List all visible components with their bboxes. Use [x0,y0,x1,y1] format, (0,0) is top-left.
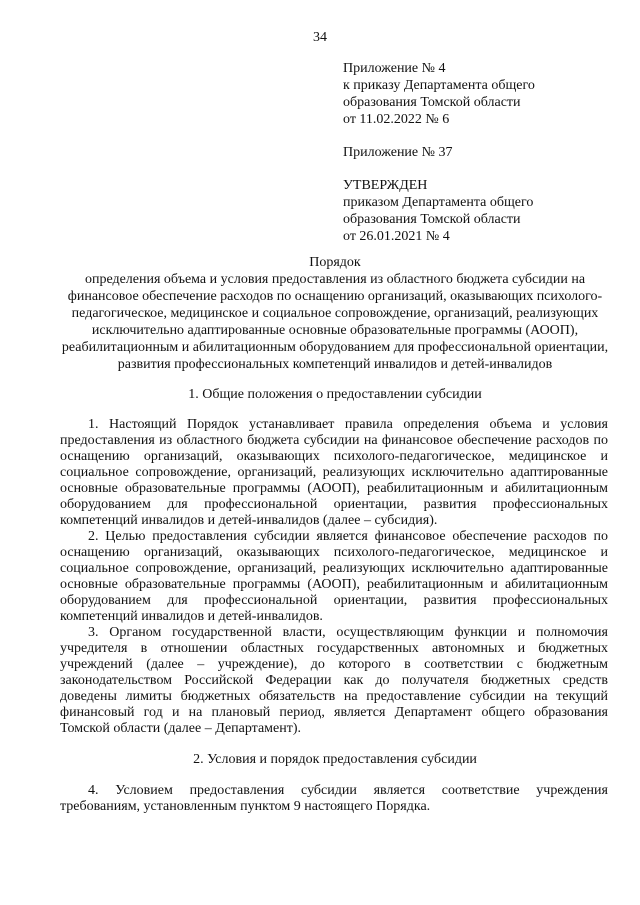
appendix-37-title: Приложение № 37 [343,145,453,160]
paragraph-1-line: основные образовательные программы (АООП), реабилитационным и абилитационным [60,481,608,496]
paragraph-2-line: основные образовательные программы (АООП), реабилитационным и абилитационным [60,577,608,592]
paragraph-3-line: учредителя в отношении областных государственных автономных и бюджетных [60,641,608,656]
paragraph-2-line: социальное сопровождение, организаций, реализующих исключительно адаптированные [60,561,608,576]
paragraph-2-line: 2. Целью предоставления субсидии является финансовое обеспечение расходов по [88,529,608,544]
paragraph-3-line: доведены лимиты бюджетных обязательств на предоставление субсидии на текущий [60,689,608,704]
page-number: 34 [313,30,327,45]
approved-line: приказом Департамента общего [343,195,534,210]
paragraph-1-line: оборудованием для профессиональной ориентации, развития профессиональных [60,497,608,512]
paragraph-1-line: оснащению организаций, оказывающих психолого-педагогическое, медицинское и [60,449,608,464]
document-title-line: реабилитационным и абилитационным оборудованием для профессиональной ориентации, [61,340,609,355]
document-title-line: развития профессиональных компетенций инвалидов и детей-инвалидов [117,357,553,372]
document-title-line: исключительно адаптированные основные образовательные программы (АООП), [91,323,579,338]
approved-line: образования Томской области [343,212,521,227]
appendix-line: к приказу Департамента общего [343,78,535,93]
document-title-line: финансовое обеспечение расходов по оснащению организаций, оказывающих психолого- [67,289,603,304]
approved-heading: УТВЕРЖДЕН [343,178,428,193]
paragraph-1-line: предоставления из областного бюджета субсидии на финансовое обеспечение расходов по [60,433,608,448]
approved-line: от 26.01.2021 № 4 [343,229,450,244]
document-title-line: определения объема и условия предоставления из областного бюджета субсидии на [84,272,586,287]
paragraph-2-line: компетенций инвалидов и детей-инвалидов. [60,609,323,624]
paragraph-2-line: оснащению организаций, оказывающих психолого-педагогическое, медицинское и [60,545,608,560]
paragraph-4-line: 4. Условием предоставления субсидии является соответствие учреждения [88,783,608,798]
section-2-heading: 2. Условия и порядок предоставления субсидии [193,752,477,767]
paragraph-3-line: законодательством Российской Федерации как до получателя бюджетных средств [60,673,608,688]
appendix-line: от 11.02.2022 № 6 [343,112,450,127]
paragraph-2-line: оборудованием для профессиональной ориентации, развития профессиональных [60,593,608,608]
paragraph-1-line: социальное сопровождение, организаций, реализующих исключительно адаптированные [60,465,608,480]
section-1-heading: 1. Общие положения о предоставлении субсидии [188,387,482,402]
paragraph-4-line: требованиям, установленным пунктом 9 настоящего Порядка. [60,799,431,814]
paragraph-3-line: учреждений (далее – учреждение), до которого в соответствии с бюджетным [60,657,608,672]
paragraph-3-line: финансовый год и на плановый период, является Департамент общего образования [60,705,608,720]
appendix-line: образования Томской области [343,95,521,110]
document-title-line: педагогическое, медицинское и социальное сопровождение, организаций, реализующих [71,306,599,321]
document-title: Порядок [309,255,361,270]
paragraph-1-line: 1. Настоящий Порядок устанавливает правила определения объема и условия [88,417,608,432]
paragraph-1-line: компетенций инвалидов и детей-инвалидов (далее – субсидия). [60,513,438,528]
paragraph-3-line: Томской области (далее – Департамент). [60,721,302,736]
paragraph-3-line: 3. Органом государственной власти, осуществляющим функции и полномочия [88,625,608,640]
appendix-line: Приложение № 4 [343,61,446,76]
